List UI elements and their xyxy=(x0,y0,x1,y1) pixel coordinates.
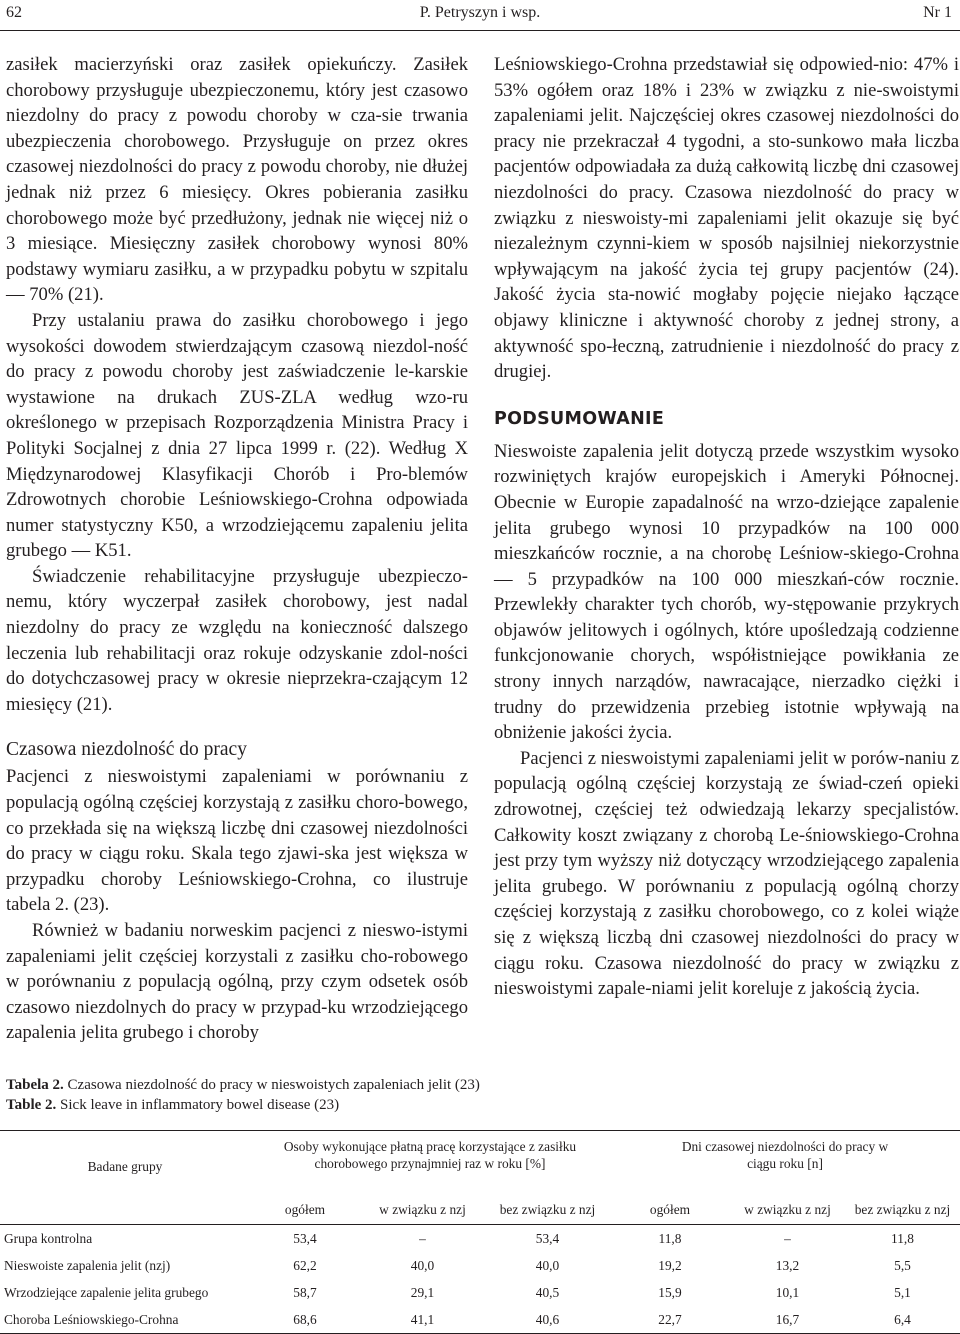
issue-number: Nr 1 xyxy=(923,4,952,21)
page-number: 62 xyxy=(6,4,22,21)
table-subheader: bez związku z nzj xyxy=(845,1194,960,1225)
header-rule xyxy=(0,30,960,31)
row-label: Choroba Leśniowskiego-Crohna xyxy=(0,1306,250,1334)
table-row xyxy=(0,1306,960,1334)
table-cell: – xyxy=(419,1231,426,1246)
data-table xyxy=(0,1130,960,1334)
caption-text-en: Sick leave in inflammatory bowel disease (23) xyxy=(56,1097,340,1113)
table-subheader: w związku z nzj xyxy=(730,1194,845,1225)
table-cell: 68,6 xyxy=(250,1306,360,1334)
table-cell: 11,8 xyxy=(891,1231,914,1246)
table-cell: 29,1 xyxy=(410,1285,435,1300)
table-row xyxy=(0,1225,960,1253)
table-cell: 22,7 xyxy=(610,1306,730,1334)
table-caption xyxy=(6,1075,480,1115)
table-cell: 40,0 xyxy=(535,1258,560,1273)
table-cell: 5,1 xyxy=(894,1285,911,1300)
caption-text-pl: Czasowa niezdolność do pracy w nieswoistych zapaleniach jelit (23) xyxy=(63,1077,480,1093)
table-cell: 40,0 xyxy=(410,1258,435,1273)
table-cell: 40,6 xyxy=(485,1306,610,1334)
table-cell: 5,5 xyxy=(894,1258,911,1273)
table-row xyxy=(0,1252,960,1279)
left-column xyxy=(6,52,468,1046)
table-cell: 15,9 xyxy=(658,1285,682,1300)
table-cell: 10,1 xyxy=(775,1285,800,1300)
table-cell: – xyxy=(784,1231,791,1246)
table-subheader: bez związku z nzj xyxy=(485,1194,610,1225)
table-row xyxy=(0,1279,960,1306)
table-cell: 13,2 xyxy=(775,1258,800,1273)
table-cell: 40,5 xyxy=(535,1285,560,1300)
table-cell: 58,7 xyxy=(293,1285,317,1300)
row-label: Wrzodziejące zapalenie jelita grubego xyxy=(4,1285,209,1300)
table-header-span-1: Osoby wykonujące płatną pracę korzystające z zasiłku chorobowego przynajmniej raz w roku [%] xyxy=(283,1139,577,1171)
paragraph: Świadczenie rehabilitacyjne przysługuje ubezpieczo-nemu, który wyczerpał zasiłek chorobowy, jest nadal niezdolny do pracy ze względu na konieczność dalszego leczenia lub rehabilitacji oraz rokuje odzyskanie zdol-ności do dotychczasowej pracy w okresie nieprzekra-czającym 12 miesięcy (21). xyxy=(6,565,468,715)
paragraph: Również w badaniu norweskim pacjenci z nieswo-istymi zapaleniami jelit częściej korzystali z zasiłku cho-robowego w porównaniu z populacją ogólną, przy czym odsetek osób czasowo niezdolnych do pracy w przypad-ku wrzodziejącego zapalenia jelita grubego i choroby xyxy=(6,920,468,1044)
table-cell: 53,4 xyxy=(535,1231,560,1246)
table-cell: 6,4 xyxy=(845,1306,960,1334)
paragraph: Leśniowskiego-Crohna przedstawiał się odpowied-nio: 47% i 53% ogółem oraz 18% i 23% w związku z nie-swoistymi zapaleniami jelit. Najczęściej okres czasowej niezdolności do pracy nie przekraczał 4 tygodni, a sto-sunkowo mała liczba pacjentów odpowiadała za dużą całkowitą liczbę dni czasowej niezdolności do pracy. Czasowa niezdolność do pracy w związku z nieswoisty-mi zapaleniami jelit okazuje się być niezależnym czynni-kiem w sposób najsilniej niekorzystnie wpływającym na jakość życia tej grupy pacjentów (24). Jakość życia sta-nowić mogłaby pojęcie niejako łączące objawy kliniczne i aktywność choroby z jednej strony, a aktywność spo-łeczną, zatrudnienie i niezdolność do pracy z drugiej. xyxy=(494,54,959,383)
row-label: Nieswoiste zapalenia jelit (nzj) xyxy=(4,1258,171,1273)
row-label: Grupa kontrolna xyxy=(4,1231,93,1246)
paragraph: Nieswoiste zapalenia jelit dotyczą przede wszystkim wysoko rozwiniętych krajów europejskich i Ameryki Północnej. Obecnie w Europie zapadalność na wrzo-dziejące zapalenie jelita grubego wynosi 10 przypadków na 100 000 mieszkańców rocznie, a na chorobę Leśniow-skiego-Crohna — 5 przypadków na 100 000 mieszkań-ców rocznie. Przewlekły charakter tych chorób, wy-stępowanie przykrych objawów jelitowych i ogólnych, które upośledzają codzienne funkcjonowanie chorych, współistniejące powikłania ze strony innych narządów, nawracające, nierzadko ciężki i trudny do przewidzenia przebieg istotnie wpływają na obniżenie jakości życia. xyxy=(494,440,959,744)
right-column xyxy=(494,52,959,1002)
running-head xyxy=(0,4,960,26)
paragraph: Pacjenci z nieswoistymi zapaleniami w porównaniu z populacją ogólną częściej korzystają z zasiłku choro-bowego, co przekłada się na większą liczbę dni czasowej niezdolności do pracy w ciągu roku. Skala tego zjawi-ska jest większa w przypadku choroby Leśniowskiego-Crohna, co ilustruje tabela 2. (23). xyxy=(6,766,468,916)
section-heading: PODSUMOWANIE xyxy=(494,408,665,429)
table-cell: 19,2 xyxy=(658,1258,682,1273)
table-cell: 16,7 xyxy=(730,1306,845,1334)
table-subheader: ogółem xyxy=(610,1194,730,1225)
paragraph: Przy ustalaniu prawa do zasiłku chorobowego i jego wysokości dowodem stwierdzającym czasową niezdol-ność do pracy z powodu choroby jest zaświadczenie le-karskie wystawione na drukach ZUS-ZLA według wzo-ru określonego w przepisach Rozporządzenia Ministra Pracy i Polityki Socjalnej z dnia 27 lipca 1999 r. (22). Według X Międzynarodowej Klasyfikacji Chorób i Pro-blemów Zdrowotnych chorobie Leśniowskiego-Crohna odpowiada numer statystyczny K50, a wrzodziejącemu zapaleniu jelita grubego — K51. xyxy=(6,309,468,562)
table-subheader: w związku z nzj xyxy=(360,1194,485,1225)
section-heading: Czasowa niezdolność do pracy xyxy=(6,739,247,761)
paragraph: Pacjenci z nieswoistymi zapaleniami jelit w porów-naniu z populacją ogólną częściej korzystają ze świad-czeń opieki zdrowotnej, częściej też odwiedzają lekarzy specjalistów. Całkowity koszt związany z chorobą Le-śniowskiego-Crohna jest przy tym wyższy niż dotyczący wrzodziejącego zapalenia jelita grubego. W porównaniu z populacją ogólną chorzy częściej korzystają z zasiłku chorobowego, co z kolei wiąże się z większą liczbą dni czasowej niezdolności do pracy w ciągu roku. Czasowa niezdolność do pracy w związku z nieswoistymi zapale-niami jelit koreluje z jakością życia. xyxy=(494,747,959,1000)
table-header-span-2: Dni czasowej niezdolności do pracy w ciągu roku [n] xyxy=(681,1139,889,1171)
table-subheader: ogółem xyxy=(250,1194,360,1225)
running-head-authors: P. Petryszyn i wsp. xyxy=(419,4,541,21)
table-header-group: Badane grupy xyxy=(87,1158,163,1174)
paragraph: zasiłek macierzyński oraz zasiłek opiekuńczy. Zasiłek chorobowy przysługuje ubezpieczonemu, który jest czasowo niezdolny do pracy z powodu choroby w cza-sie trwania ubezpieczenia chorobowego. Przysługuje on przez okres czasowej niezdolności do pracy z powodu choroby, nie dłużej jednak niż przez 6 miesięcy. Okres pobierania zasiłku chorobowego może być przedłużony, jednak nie więcej niż o 3 miesiące. Miesięczny zasiłek chorobowy wynosi 80% podstawy wymiaru zasiłku, a w przypadku pobytu w szpitalu — 70% (21). xyxy=(6,54,468,306)
table-cell: 53,4 xyxy=(293,1231,317,1246)
table-cell: 41,1 xyxy=(360,1306,485,1334)
table-cell: 62,2 xyxy=(293,1258,317,1273)
table-cell: 11,8 xyxy=(658,1231,682,1246)
caption-label-en: Table 2. xyxy=(6,1097,57,1113)
caption-label-pl: Tabela 2. xyxy=(6,1077,64,1093)
